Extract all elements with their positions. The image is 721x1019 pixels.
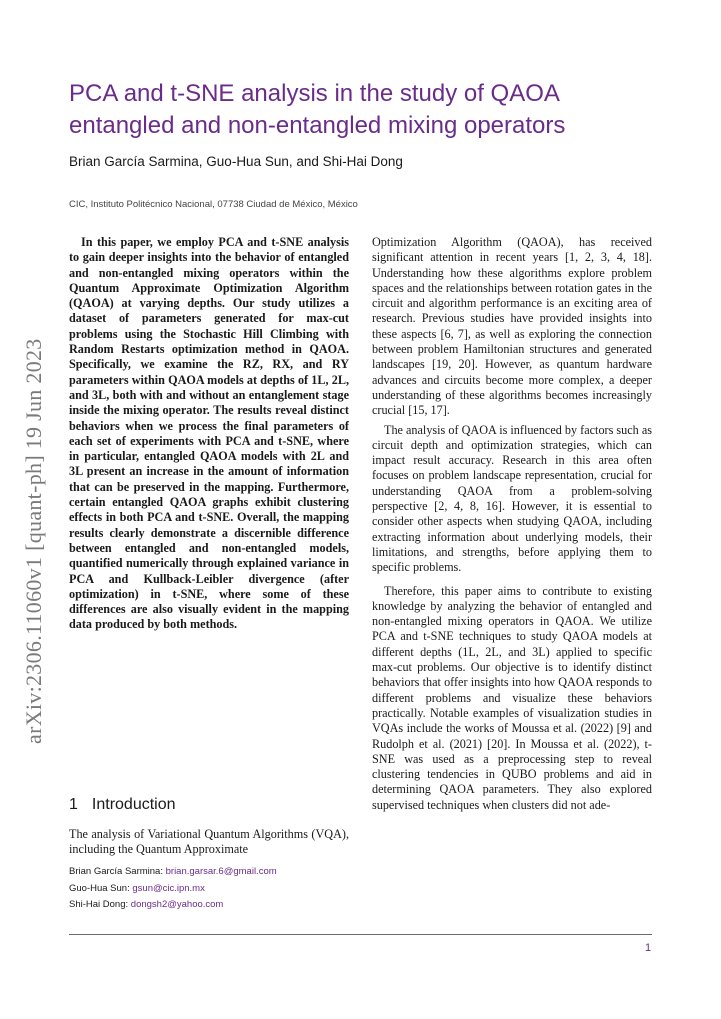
intro-paragraph: The analysis of Variational Quantum Algorithms (VQA), including the Quantum Approximate <box>69 827 349 857</box>
right-column <box>372 235 652 813</box>
page-number: 1 <box>645 942 652 954</box>
introduction-text-left <box>69 827 349 858</box>
paper-title: PCA and t-SNE analysis in the study of QAOA entangled and non-entangled mixing operators <box>69 80 566 139</box>
abstract: In this paper, we employ PCA and t-SNE analysis to gain deeper insights into the behavior of entangled and non-entangled mixing operators within the Quantum Approximate Optimization Algorithm (QAOA) at varying depths. Our study utilizes a dataset of parameters generated for max-cut problems using the Stochastic Hill Climbing with Random Restarts optimization method in QAOA. Specifically, we examine the RZ, RX, and RY parameters within QAOA models at depths of 1L, 2L, and 3L, both with and without an entanglement stage inside the mixing operator. The results reveal distinct behaviors when we process the final parameters of each set of experiments with PCA and t-SNE, where in particular, entangled QAOA models with 2L and 3L present an increase in the amount of information that can be preserved in the mapping. Furthermore, certain entangled QAOA graphs exhibit clustering effects in both PCA and t-SNE. Overall, the mapping results clearly demonstrate a discernible difference between entangled and non-entangled models, quantified numerically through explained variance in PCA and Kullback-Leibler divergence (after optimization) in t-SNE, where some of these differences are also visually evident in the mapping data produced by both methods. <box>69 235 349 632</box>
section-heading-introduction <box>69 796 176 814</box>
section-number: 1 <box>69 796 78 813</box>
footnote-name: Brian García Sarmina: <box>69 866 163 877</box>
body-paragraph: The analysis of QAOA is influenced by factors such as circuit depth and optimization strategies, which can impact result accuracy. Research in this area often focuses on problem landscape representation, crucial for understanding QAOA from a problem-solving perspective [2, 4, 8, 16]. However, it is essential to consider other aspects when studying QAOA, including extracting information about underlying models, their limitations, and strengths, before applying them to specific problems. <box>372 422 652 575</box>
email-link[interactable]: gsun@cic.ipn.mx <box>132 882 205 894</box>
arxiv-identifier-stamp: arXiv:2306.11060v1 [quant-ph] 19 Jun 2023 <box>21 338 46 744</box>
email-link[interactable]: dongsh2@yahoo.com <box>130 899 224 910</box>
body-paragraph: Therefore, this paper aims to contribute to existing knowledge by analyzing the behavior of entangled and non-entangled mixing operators in QAOA. We utilize PCA and t-SNE techniques to study QAOA models at different depths (1L, 2L, and 3L) applied to specific max-cut problems. Our objective is to identify distinct behaviors that offer insights into how QAOA responds to different problems and visualize these behaviors practically. Notable examples of visualization studies in VQAs include the works of Moussa et al. (2022) [9] and Rudolph et al. (2021) [20]. In Moussa et al. (2022), t-SNE was used as a preprocessing step to reveal clustering tendencies in QUBO problems and aid in determining QAOA parameters. They also explored supervised techniques when clusters did not ade- <box>372 583 652 812</box>
author-footnotes <box>69 864 277 914</box>
footnote-author <box>69 881 277 898</box>
body-paragraph: Optimization Algorithm (QAOA), has received significant attention in recent years [1, 2, 3, 4, 18]. Understanding how these algorithms explore problem spaces and the relationships between rotation gates in the circuit and algorithm performance is an exciting area of research. Previous studies have provided insights into these aspects [6, 7], as well as exploring the connection between problem Hamiltonian structures and generated landscapes [19, 20]. However, as quantum hardware advances and circuits become more complex, a deeper understanding of these algorithms becomes increasingly crucial [15, 17]. <box>372 235 652 418</box>
section-title: Introduction <box>91 796 176 813</box>
affiliation: CIC, Instituto Politécnico Nacional, 07738 Ciudad de México, México <box>69 199 358 210</box>
left-column <box>69 235 349 633</box>
footnote-author <box>69 897 277 914</box>
footnote-name: Shi-Hai Dong: <box>69 899 129 910</box>
footnote-name: Guo-Hua Sun: <box>69 882 130 894</box>
footer-divider <box>69 934 652 935</box>
author-list: Brian García Sarmina, Guo-Hua Sun, and Shi-Hai Dong <box>69 154 403 169</box>
footnote-author <box>69 864 277 881</box>
email-link[interactable]: brian.garsar.6@gmail.com <box>165 866 277 877</box>
